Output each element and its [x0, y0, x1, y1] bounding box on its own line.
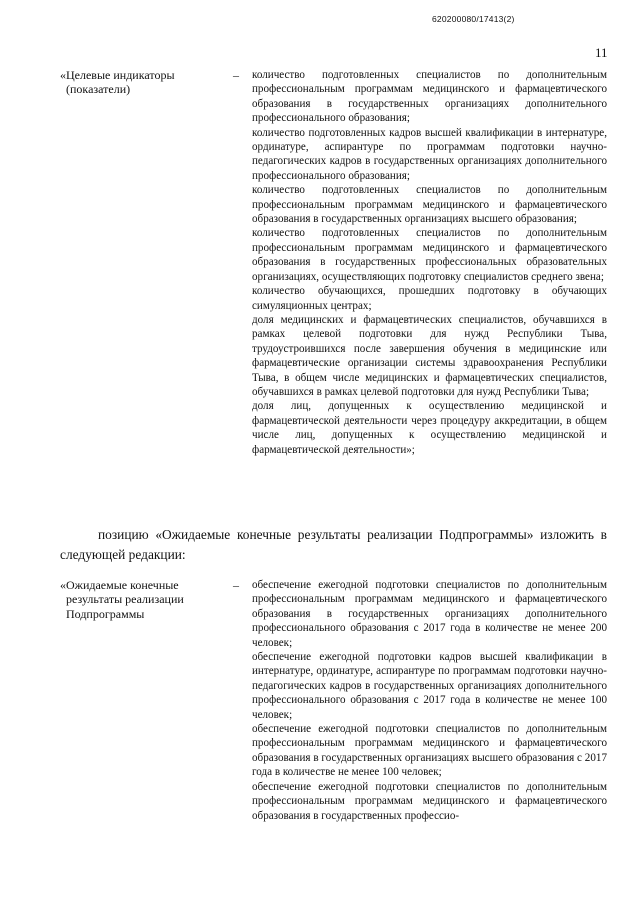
target-indicators-list [252, 68, 607, 457]
list-item: обеспечение ежегодной подготовки кадров высшей квалификации в интернатуре, ординатуре, аспирантуре по программам подготовки научно-педагогических кадров в государственных организациях дополнительного профессионального образования с 2017 года в количестве не менее 100 человек; [252, 651, 607, 721]
list-item: обеспечение ежегодной подготовки специалистов по дополнительным профессиональным программам медицинского и фармацевтического образования в государственных организациях высшего образования с 2017 года в количестве не менее 100 человек; [252, 723, 607, 779]
list-item: количество подготовленных специалистов по дополнительным профессиональным программам медицинского и фармацевтического образования в государственных профессиональных образовательных организациях, осуществляющих подготовку специалистов среднего звена; [252, 227, 607, 283]
label-line: «Ожидаемые конечные [60, 578, 179, 592]
page-number: 11 [595, 45, 608, 60]
dash-separator: – [233, 68, 239, 82]
list-item: обеспечение ежегодной подготовки специалистов по дополнительным профессиональным программам медицинского и фармацевтического образования в государственных профессио- [252, 780, 607, 822]
document-number: 620200080/17413(2) [432, 14, 515, 24]
dash-separator: – [233, 578, 239, 592]
expected-results-list [252, 578, 607, 823]
expected-results-label [60, 578, 220, 621]
label-line: результаты реализации [66, 592, 184, 607]
list-item: количество подготовленных кадров высшей квалификации в интернатуре, ординатуре, аспирантуре по программам подготовки научно-педагогических кадров в государственных организациях дополнительного профессионального образования; [252, 126, 607, 182]
label-line: «Целевые индикаторы [60, 68, 175, 82]
list-item: доля медицинских и фармацевтических специалистов, обучавшихся в рамках целевой подготовки для нужд Республики Тыва, трудоустроившихся после завершения обучения в медицинские или фармацевтические организации системы здравоохранения Республики Тыва, в общем числе медицинских и фармацевтических специалистов, обучавшихся в рамках целевой подготовки для нужд Республики Тыва; [252, 313, 607, 398]
list-item: количество обучающихся, прошедших подготовку в обучающих симуляционных центрах; [252, 285, 607, 312]
amendment-paragraph: позицию «Ожидаемые конечные результаты реализации Подпрограммы» изложить в следующей редакции: [60, 527, 607, 562]
label-line: Подпрограммы [66, 606, 145, 621]
target-indicators-label [60, 68, 220, 97]
list-item: доля лиц, допущенных к осуществлению медицинской и фармацевтической деятельности через процедуру аккредитации, в общем числе лиц, допущенных к осуществлению медицинской и фармацевтической деятельности»; [252, 400, 607, 456]
list-item: количество подготовленных специалистов по дополнительным профессиональным программам медицинского и фармацевтического образования в государственных организациях дополнительного профессионального образования; [252, 69, 607, 125]
list-item: количество подготовленных специалистов по дополнительным профессиональным программам медицинского и фармацевтического образования в государственных организациях высшего образования; [252, 184, 607, 226]
label-line: (показатели) [66, 82, 131, 97]
list-item: обеспечение ежегодной подготовки специалистов по дополнительным профессиональным программам медицинского и фармацевтического образования в государственных организациях дополнительного профессионального образования с 2017 года в количестве не менее 200 человек; [252, 579, 607, 649]
